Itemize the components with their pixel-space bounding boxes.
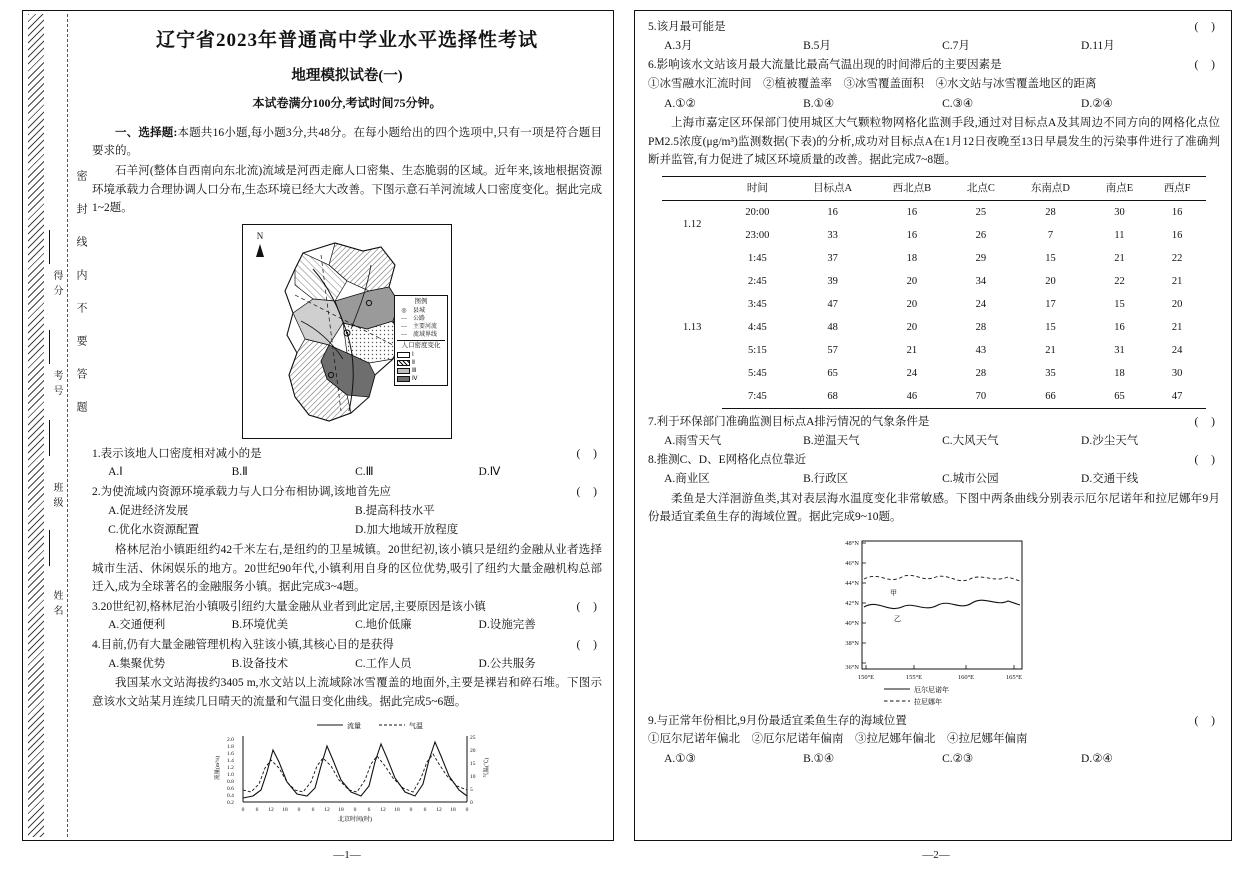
left-content <box>92 22 602 831</box>
rule-class <box>49 530 50 566</box>
q1-option-c[interactable]: C.Ⅲ <box>355 466 374 479</box>
cell-time: 5:45 <box>748 368 767 379</box>
table-body <box>662 201 1205 409</box>
cell-d: 7 <box>1047 230 1054 241</box>
question-6-stem: 6.影响该水文站该月最大流量比最高气温出现的时间滞后的主要因素是 <box>648 59 1002 72</box>
cell-f: 24 <box>1171 345 1183 356</box>
table-row <box>662 339 1205 362</box>
svg-text:18: 18 <box>282 806 288 813</box>
svg-text:5: 5 <box>470 786 473 793</box>
svg-text:44°N: 44°N <box>845 579 859 587</box>
svg-text:12: 12 <box>436 806 442 813</box>
legend-label: 流域界线 <box>413 331 438 338</box>
svg-text:15: 15 <box>470 760 476 767</box>
cell-a: 48 <box>827 322 838 333</box>
cell-c: 70 <box>951 385 1010 409</box>
question-4 <box>92 636 602 655</box>
q4-option-d[interactable]: D.公共服务 <box>478 657 536 670</box>
svg-text:0.4: 0.4 <box>227 792 234 799</box>
exam-note: 本试卷满分100分,考试时间75分钟。 <box>252 96 442 111</box>
boundary-icon: — <box>401 331 407 338</box>
cell-time: 2:45 <box>748 276 767 287</box>
svg-text:165°E: 165°E <box>1005 673 1023 681</box>
question-9 <box>648 712 1220 731</box>
cell-time: 7:45 <box>722 385 793 409</box>
table-pm25-monitoring <box>662 176 1205 409</box>
cell-c: 43 <box>975 345 987 356</box>
legend-title: 图例 <box>414 297 428 305</box>
svg-text:6: 6 <box>367 806 371 813</box>
rule-score-bottom <box>49 330 50 364</box>
annotation-yi: 乙 <box>894 614 901 623</box>
cell-f: 20 <box>1171 299 1183 310</box>
question-2 <box>92 483 602 502</box>
svg-text:38°N: 38°N <box>845 639 859 647</box>
svg-text:155°E: 155°E <box>905 673 923 681</box>
question-8-answer-box[interactable]: ( ) <box>1194 454 1220 467</box>
cell-b: 24 <box>906 368 918 379</box>
legend-item-boundary <box>397 331 445 339</box>
th-point-d: 东南点D <box>1011 177 1091 201</box>
question-5-answer-box[interactable]: ( ) <box>1194 21 1220 33</box>
q2-option-b[interactable]: B.提高科技水平 <box>355 504 435 517</box>
svg-text:12: 12 <box>380 806 386 813</box>
th-point-f: 西点F <box>1149 177 1206 201</box>
q3-option-c[interactable]: C.地价低廉 <box>355 619 412 632</box>
cell-time: 1:45 <box>748 253 767 264</box>
svg-text:10: 10 <box>470 773 476 780</box>
q4-option-b[interactable]: B.设备技术 <box>231 657 289 670</box>
cell-f: 22 <box>1171 253 1183 264</box>
question-7 <box>648 413 1220 432</box>
road-icon: — <box>401 315 407 322</box>
svg-text:1.8: 1.8 <box>227 743 234 750</box>
question-1-options[interactable] <box>92 463 602 482</box>
cell-a: 37 <box>827 253 838 264</box>
question-3-answer-box[interactable]: ( ) <box>576 600 602 613</box>
cell-a: 33 <box>827 230 838 241</box>
cell-f: 21 <box>1171 322 1183 333</box>
question-5-options[interactable] <box>648 37 1220 56</box>
swatch-i <box>397 352 410 358</box>
question-4-stem: 4.目前,仍有大量金融管理机构入驻该小镇,其核心目的是获得 <box>92 639 394 652</box>
cell-c: 34 <box>975 276 987 287</box>
rule-score-top <box>49 230 50 264</box>
svg-text:6: 6 <box>423 806 427 813</box>
legend-item-river <box>397 323 445 331</box>
legend-label: 县城 <box>413 307 426 314</box>
svg-text:25: 25 <box>470 734 476 741</box>
svg-text:0.6: 0.6 <box>227 785 234 792</box>
cell-e: 16 <box>1114 322 1125 333</box>
question-6 <box>648 56 1220 75</box>
th-time: 时间 <box>722 177 793 201</box>
svg-text:2.0: 2.0 <box>227 736 234 743</box>
svg-text:0: 0 <box>353 806 357 813</box>
q5-option-d[interactable]: D.11月 <box>1081 39 1115 52</box>
cell-time: 20:00 <box>745 207 770 218</box>
figure-squid-habitat-chart <box>818 533 1050 708</box>
cell-b: 16 <box>906 230 918 241</box>
legend-elnino: 厄尔尼诺年 <box>914 685 949 694</box>
q7-option-b[interactable]: B.逆温天气 <box>803 434 860 447</box>
legend-class-label: Ⅲ <box>412 367 417 374</box>
svg-text:1.0: 1.0 <box>227 771 234 778</box>
cell-a: 68 <box>793 385 873 409</box>
svg-text:20: 20 <box>470 747 476 754</box>
north-arrow-icon <box>256 244 264 257</box>
question-5 <box>648 18 1220 37</box>
cell-a: 65 <box>827 368 838 379</box>
q4-option-a[interactable]: A.集聚优势 <box>108 657 166 670</box>
question-7-stem: 7.利于环保部门准确监测目标点A排污情况的气象条件是 <box>648 416 930 428</box>
page-number-left: —1— <box>333 849 361 861</box>
cell-b: 20 <box>906 322 918 333</box>
svg-text:48°N: 48°N <box>845 539 859 547</box>
svg-text:12: 12 <box>268 806 274 813</box>
legend-item-county <box>397 307 445 315</box>
question-8-options[interactable] <box>648 470 1220 489</box>
legend-temp-label: 气温 <box>409 721 423 730</box>
cell-c: 29 <box>975 253 987 264</box>
svg-text:1.4: 1.4 <box>227 757 234 764</box>
annotation-jia: 甲 <box>890 588 897 597</box>
question-4-answer-box[interactable]: ( ) <box>576 639 602 652</box>
table-row <box>662 316 1205 339</box>
question-9-sub: ①厄尔尼诺年偏北 ②厄尔尼诺年偏南 ③拉尼娜年偏北 ④拉尼娜年偏南 <box>648 733 1028 746</box>
flow-chart-svg <box>197 716 497 824</box>
q2-option-d[interactable]: D.加大地域开放程度 <box>355 524 459 537</box>
seal-strip <box>26 14 68 837</box>
q5-option-c[interactable]: C.7月 <box>942 39 970 52</box>
field-label-exam-number: 考号 <box>51 370 62 400</box>
q6-option-a[interactable]: A.①② <box>664 97 696 110</box>
q7-option-c[interactable]: C.大风天气 <box>942 434 999 447</box>
q4-option-c[interactable]: C.工作人员 <box>355 657 412 670</box>
question-7-options[interactable] <box>648 432 1220 451</box>
question-3-options[interactable] <box>92 616 602 635</box>
svg-text:1.6: 1.6 <box>227 750 234 757</box>
q6-option-b[interactable]: B.①④ <box>803 97 835 110</box>
question-6-answer-box[interactable]: ( ) <box>1194 59 1220 72</box>
svg-text:0.2: 0.2 <box>227 799 234 806</box>
row-group-date: 1.13 <box>682 322 702 334</box>
row-group-date: 1.12 <box>682 218 702 230</box>
cell-f: 30 <box>1171 368 1183 379</box>
legend-flow-label: 流量 <box>347 721 361 730</box>
cell-e: 18 <box>1114 368 1125 379</box>
swatch-iv <box>397 376 410 382</box>
cell-d: 21 <box>1045 345 1056 356</box>
q9-option-a[interactable]: A.①③ <box>664 753 696 765</box>
q5-option-b[interactable]: B.5月 <box>803 39 831 52</box>
q1-option-b[interactable]: B.Ⅱ <box>231 466 248 479</box>
q1-option-d[interactable]: D.Ⅳ <box>478 466 501 479</box>
table-row <box>662 201 1205 225</box>
q6-option-d[interactable]: D.②④ <box>1081 97 1113 110</box>
table-header-row <box>662 177 1205 201</box>
question-2-options-row1[interactable] <box>92 502 602 521</box>
right-content <box>648 18 1220 831</box>
section-heading-1 <box>92 124 602 161</box>
question-6-options[interactable] <box>648 95 1220 114</box>
cell-c: 26 <box>975 230 987 241</box>
q8-option-c[interactable]: C.城市公园 <box>942 472 999 485</box>
svg-text:42°N: 42°N <box>845 599 859 607</box>
y-axis-right-label: 气温(℃) <box>484 757 490 778</box>
cell-d: 17 <box>1045 299 1056 310</box>
y-axis-left-label: 流量(m³/s) <box>215 755 221 780</box>
svg-text:36°N: 36°N <box>845 663 859 671</box>
legend-label: 公路 <box>413 315 426 322</box>
rule-examno <box>49 420 50 456</box>
sea-chart-svg <box>818 533 1050 708</box>
svg-text:0: 0 <box>409 806 413 813</box>
map-north-arrow <box>253 229 267 258</box>
page-right <box>624 0 1248 871</box>
q8-option-d[interactable]: D.交通干线 <box>1081 472 1139 485</box>
cell-d: 15 <box>1045 322 1056 333</box>
cell-d: 15 <box>1045 253 1056 264</box>
legend-class-label: Ⅱ <box>412 359 415 366</box>
legend-lanina: 拉尼娜年 <box>914 697 942 706</box>
svg-text:0: 0 <box>470 799 473 806</box>
field-label-name: 姓名 <box>51 590 62 620</box>
table-head <box>662 177 1205 201</box>
legend-class-3 <box>397 367 445 375</box>
legend-class-label: Ⅰ <box>412 351 414 358</box>
north-label: N <box>256 230 264 241</box>
cell-c: 24 <box>975 299 987 310</box>
cell-d: 66 <box>1011 385 1091 409</box>
svg-text:18: 18 <box>338 806 344 813</box>
cell-c: 25 <box>975 207 987 218</box>
svg-text:40°N: 40°N <box>845 619 859 627</box>
cell-f: 21 <box>1171 276 1183 287</box>
q9-option-c[interactable]: C.②③ <box>942 753 974 765</box>
passage-2: 格林尼治小镇距纽约42千米左右,是纽约的卫星城镇。20世纪初,该小镇只是纽约金融从业者选择城市生活、休闲娱乐的地方。20世纪90年代,小镇利用自身的区位优势,吸引了纽约大量金融机构总部迁入,成为全球著名的金融服务小镇。据此完成3~4题。 <box>92 543 602 594</box>
county-icon: ◎ <box>401 307 407 314</box>
question-4-options[interactable] <box>92 655 602 674</box>
page-number-right: —2— <box>922 849 950 861</box>
cell-b: 20 <box>906 299 918 310</box>
section-label: 一、选择题: <box>115 126 178 139</box>
table-row <box>662 247 1205 270</box>
cell-e: 15 <box>1114 299 1125 310</box>
table-row <box>662 270 1205 293</box>
question-9-options[interactable] <box>648 750 1220 769</box>
cell-a: 16 <box>827 207 838 218</box>
cell-e: 31 <box>1114 345 1125 356</box>
svg-text:1.2: 1.2 <box>227 764 234 771</box>
question-2-options-row2[interactable] <box>92 521 602 540</box>
question-1-stem: 1.表示该地人口密度相对减小的是 <box>92 447 262 460</box>
passage-4: 上海市嘉定区环保部门使用城区大气颗粒物网格化监测手段,通过对目标点A及其周边不同方向的网格化点位PM2.5浓度(μg/m³)监测数据(下表)的分析,成功对目标点A在1月12日夜晚至13日早晨发生的污染事件进行了准确判断并监管,有力促进了城区环境质量的改善。据此完成7~8题。 <box>648 117 1220 167</box>
figure-flow-temperature-chart <box>197 716 497 824</box>
cell-e: 65 <box>1090 385 1148 409</box>
cell-time: 3:45 <box>748 299 767 310</box>
legend-class-label: Ⅳ <box>412 376 418 382</box>
svg-text:160°E: 160°E <box>957 673 975 681</box>
river-icon: — <box>401 323 407 330</box>
q9-option-b[interactable]: B.①④ <box>803 753 835 765</box>
cell-d: 28 <box>1045 207 1056 218</box>
q5-option-a[interactable]: A.3月 <box>664 39 693 52</box>
passage-3: 我国某水文站海拔约3405 m,水文站以上流域除冰雪覆盖的地面外,主要是裸岩和碎石堆。下图示意该水文站某月连续几日晴天的流量和气温日变化曲线。据此完成5~6题。 <box>92 677 602 708</box>
cell-time: 23:00 <box>745 230 770 241</box>
cell-time: 4:45 <box>748 322 767 333</box>
svg-text:18: 18 <box>450 806 456 813</box>
svg-text:0.8: 0.8 <box>227 778 234 785</box>
cell-b: 18 <box>906 253 918 264</box>
svg-text:18: 18 <box>394 806 400 813</box>
x-axis-label: 北京时间(时) <box>338 816 372 823</box>
question-3 <box>92 598 602 617</box>
cell-e: 11 <box>1114 230 1125 241</box>
table-row <box>662 224 1205 247</box>
q3-option-a[interactable]: A.交通便利 <box>108 619 166 632</box>
cell-e: 30 <box>1114 207 1125 218</box>
question-8 <box>648 451 1220 470</box>
th-point-e: 南点E <box>1090 177 1148 201</box>
cell-e: 22 <box>1114 276 1125 287</box>
cell-f: 16 <box>1171 207 1183 218</box>
svg-text:0: 0 <box>297 806 301 813</box>
cell-a: 39 <box>827 276 838 287</box>
th-point-a: 目标点A <box>793 177 873 201</box>
q8-option-a[interactable]: A.商业区 <box>664 472 710 485</box>
legend-item-road <box>397 315 445 323</box>
cell-c: 28 <box>975 322 987 333</box>
cell-f: 16 <box>1171 230 1183 241</box>
question-1 <box>92 445 602 464</box>
question-9-stem: 9.与正常年份相比,9月份最适宜柔鱼生存的海域位置 <box>648 714 907 727</box>
question-7-answer-box[interactable]: ( ) <box>1194 416 1220 428</box>
question-5-stem: 5.该月最可能是 <box>648 21 726 33</box>
map-legend <box>394 295 448 386</box>
q6-option-c[interactable]: C.③④ <box>942 97 974 110</box>
question-6-sub: ①冰雪融水汇流时间 ②植被覆盖率 ③冰雪覆盖面积 ④水文站与冰雪覆盖地区的距离 <box>648 77 1097 90</box>
legend-class-4 <box>397 375 445 383</box>
q1-option-a[interactable]: A.Ⅰ <box>108 466 123 479</box>
table-row <box>662 293 1205 316</box>
seal-line-text: 密封线内不要答题 <box>75 170 87 434</box>
th-blank <box>662 177 722 201</box>
q3-option-d[interactable]: D.设施完善 <box>478 619 536 632</box>
svg-text:0: 0 <box>241 806 245 813</box>
svg-text:6: 6 <box>255 806 259 813</box>
cell-b: 46 <box>873 385 952 409</box>
svg-text:0: 0 <box>465 806 469 813</box>
cell-f: 47 <box>1149 385 1206 409</box>
q3-option-b[interactable]: B.环境优美 <box>231 619 289 632</box>
table-row <box>662 362 1205 385</box>
cell-d: 20 <box>1045 276 1056 287</box>
passage-1: 石羊河(整体自西南向东北流)流域是河西走廊人口密集、生态脆弱的区域。近年来,该地根据资源环境承载力合理协调人口分布,生态环境已经大大改善。下图示意石羊河流域人口密度变化。据此完成1~2题。 <box>92 164 602 215</box>
question-9-answer-box[interactable]: ( ) <box>1194 714 1220 727</box>
cell-e: 21 <box>1114 253 1125 264</box>
svg-text:12: 12 <box>324 806 330 813</box>
q2-option-c[interactable]: C.优化水资源配置 <box>108 524 200 537</box>
table-row <box>662 385 1205 409</box>
legend-class-1 <box>397 351 445 359</box>
figure-population-density-map <box>242 224 452 439</box>
q7-option-a[interactable]: A.雨雪天气 <box>664 434 722 447</box>
th-point-c: 北点C <box>951 177 1010 201</box>
cell-b: 16 <box>906 207 918 218</box>
page-title: 辽宁省2023年普通高中学业水平选择性考试 <box>155 30 538 51</box>
q7-option-d[interactable]: D.沙尘天气 <box>1081 434 1139 447</box>
svg-text:150°E: 150°E <box>857 673 875 681</box>
cell-d: 35 <box>1045 368 1056 379</box>
svg-text:6: 6 <box>311 806 315 813</box>
legend-label: 主要河流 <box>413 323 438 330</box>
th-point-b: 西北点B <box>873 177 952 201</box>
cell-a: 47 <box>827 299 838 310</box>
question-2-stem: 2.为使流域内资源环境承载力与人口分布相协调,该地首先应 <box>92 486 391 499</box>
page-subtitle: 地理模拟试卷(一) <box>291 67 403 84</box>
swatch-iii <box>397 368 410 374</box>
cell-b: 21 <box>906 345 918 356</box>
question-1-answer-box[interactable]: ( ) <box>576 447 602 460</box>
passage-5: 柔鱼是大洋洄游鱼类,其对表层海水温度变化非常敏感。下图中两条曲线分别表示厄尔尼诺年和拉尼娜年9月份最适宜柔鱼生存的海域位置。据此完成9~10题。 <box>648 492 1220 524</box>
question-3-stem: 3.20世纪初,格林尼治小镇吸引纽约大量金融从业者到此定居,主要原因是该小镇 <box>92 600 486 613</box>
q9-option-d[interactable]: D.②④ <box>1081 753 1113 765</box>
question-2-answer-box[interactable]: ( ) <box>576 486 602 499</box>
question-8-stem: 8.推测C、D、E网格化点位靠近 <box>648 454 807 467</box>
swatch-ii <box>397 360 410 366</box>
legend-subtitle: 人口密度变化 <box>397 340 445 351</box>
cell-time: 5:15 <box>748 345 767 356</box>
field-label-score: 得分 <box>51 270 62 300</box>
q8-option-b[interactable]: B.行政区 <box>803 472 849 485</box>
q2-option-a[interactable]: A.促进经济发展 <box>108 504 189 517</box>
svg-text:46°N: 46°N <box>845 559 859 567</box>
legend-class-2 <box>397 359 445 367</box>
cell-a: 57 <box>827 345 838 356</box>
cell-c: 28 <box>975 368 987 379</box>
section-desc: 本题共16小题,每小题3分,共48分。在每小题给出的四个选项中,只有一项是符合题目要求的。 <box>92 126 602 158</box>
field-label-class: 班级 <box>51 482 62 512</box>
cell-b: 20 <box>906 276 918 287</box>
